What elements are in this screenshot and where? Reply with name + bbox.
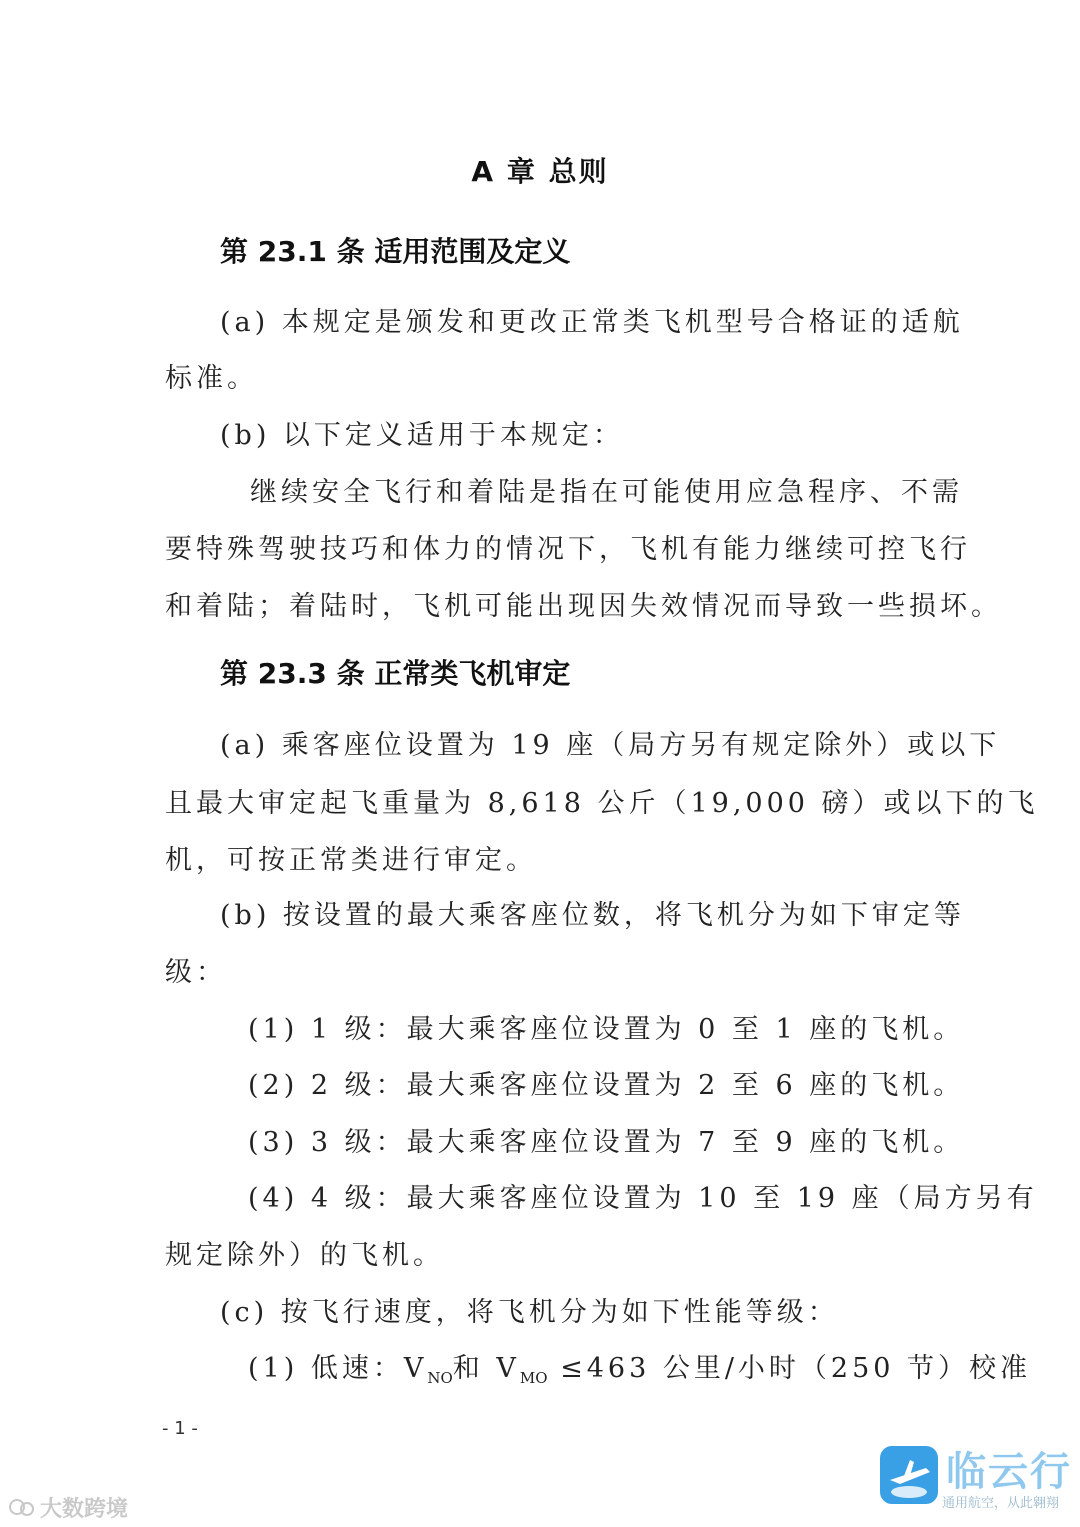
paragraph-line: (b) 以下定义适用于本规定： bbox=[220, 420, 624, 451]
list-item: (3) 3 级：最大乘客座位设置为 7 至 9 座的飞机。 bbox=[248, 1127, 965, 1158]
paragraph-line: 要特殊驾驶技巧和体力的情况下，飞机有能力继续可控飞行 bbox=[165, 534, 971, 565]
speed-mid: 和 V bbox=[452, 1353, 520, 1384]
watermark-left bbox=[8, 1492, 128, 1523]
paragraph-line: (c) 按飞行速度，将飞机分为如下性能等级： bbox=[220, 1297, 839, 1328]
chapter-title: A 章 总则 bbox=[471, 155, 609, 188]
speed-suffix: ≤463 公里/小时（250 节）校准 bbox=[547, 1353, 1032, 1384]
paragraph-line: (a) 乘客座位设置为 19 座（局方另有规定除外）或以下 bbox=[220, 730, 1001, 761]
paragraph-line: (b) 按设置的最大乘客座位数，将飞机分为如下审定等 bbox=[220, 900, 965, 931]
subscript-mo: MO bbox=[519, 1369, 548, 1387]
section-title-23-3: 第 23.3 条 正常类飞机审定 bbox=[220, 657, 571, 690]
paragraph-line: 规定除外）的飞机。 bbox=[165, 1240, 444, 1271]
watermark-right-subtitle: 通用航空，从此翱翔 bbox=[942, 1496, 1060, 1511]
list-item: (2) 2 级：最大乘客座位设置为 2 至 6 座的飞机。 bbox=[248, 1070, 965, 1101]
watermark-left-text: 大数跨境 bbox=[40, 1497, 129, 1522]
section-title-23-1: 第 23.1 条 适用范围及定义 bbox=[220, 235, 571, 268]
airplane-icon bbox=[880, 1446, 938, 1504]
list-item: (4) 4 级：最大乘客座位设置为 10 至 19 座（局方另有 bbox=[248, 1183, 1038, 1214]
speed-prefix: (1) 低速：V bbox=[248, 1353, 428, 1384]
subscript-no: NO bbox=[427, 1369, 453, 1387]
watermark-right bbox=[880, 1440, 1075, 1520]
paragraph-line: 且最大审定起飞重量为 8,618 公斤（19,000 磅）或以下的飞 bbox=[165, 788, 1039, 819]
paragraph-line: 级： bbox=[165, 957, 227, 988]
page-number: - 1 - bbox=[162, 1418, 198, 1439]
paragraph-line: 机，可按正常类进行审定。 bbox=[165, 845, 537, 876]
list-item-speed bbox=[248, 1346, 1031, 1387]
watermark-right-title: 临云行 bbox=[946, 1449, 1072, 1495]
logo-icon bbox=[880, 1446, 938, 1504]
paragraph-line: 和着陆；着陆时，飞机可能出现因失效情况而导致一些损坏。 bbox=[165, 591, 1002, 622]
paragraph-line: 标准。 bbox=[165, 363, 258, 394]
paragraph-line: 继续安全飞行和着陆是指在可能使用应急程序、不需 bbox=[250, 477, 963, 508]
list-item: (1) 1 级：最大乘客座位设置为 0 至 1 座的飞机。 bbox=[248, 1014, 965, 1045]
paragraph-line: (a) 本规定是颁发和更改正常类飞机型号合格证的适航 bbox=[220, 307, 964, 338]
wechat-bubble-icon bbox=[8, 1497, 36, 1519]
